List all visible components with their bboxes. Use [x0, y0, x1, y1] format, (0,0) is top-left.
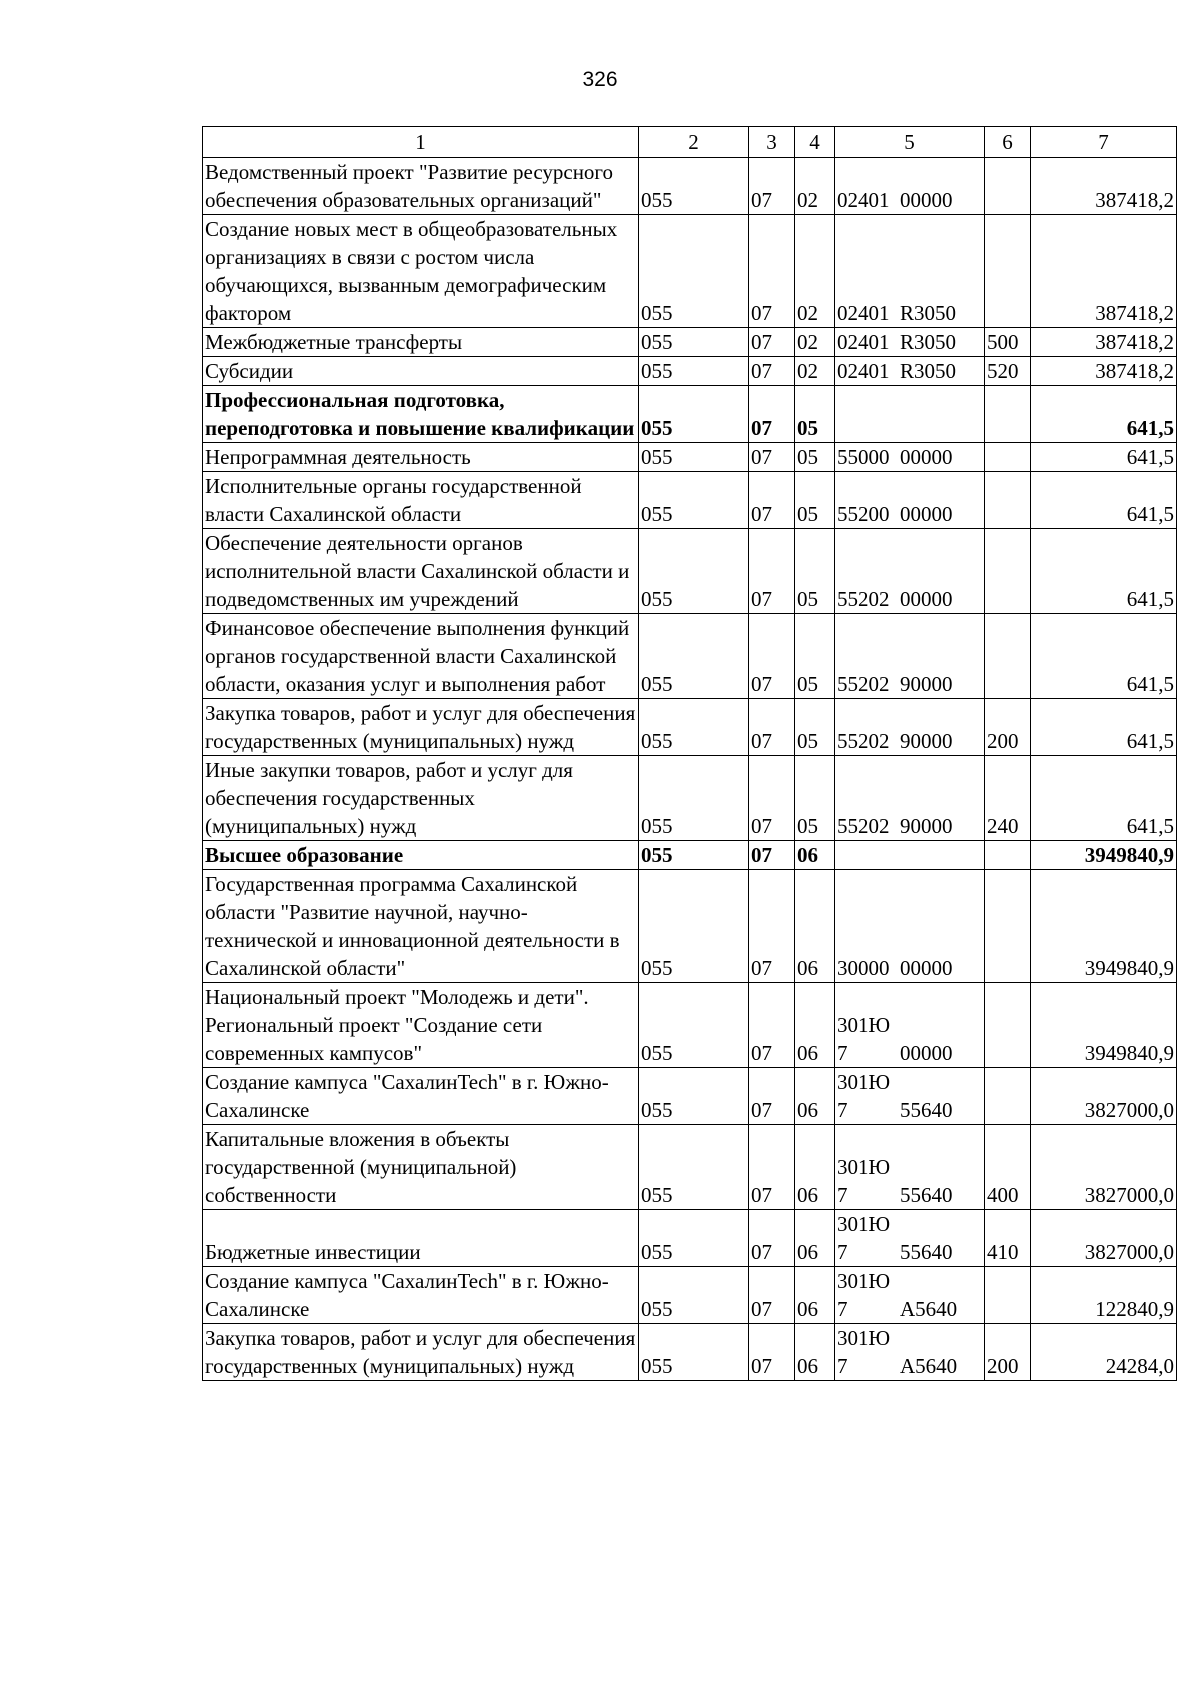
table-row [203, 1210, 1177, 1267]
row-expense-type-cell [985, 158, 1031, 215]
row-section-cell: 07 [749, 870, 795, 983]
row-amount-cell: 387418,2 [1031, 215, 1177, 328]
row-grbs-cell: 055 [639, 1210, 749, 1267]
row-target-article-cell: 02401 00000 [835, 158, 985, 215]
row-name-cell: Ведомственный проект "Развитие ресурсного обеспечения образовательных организаций" [203, 158, 639, 215]
row-expense-type-cell: 410 [985, 1210, 1031, 1267]
row-expense-type-cell: 520 [985, 357, 1031, 386]
row-expense-type-cell: 200 [985, 699, 1031, 756]
row-section-cell: 07 [749, 614, 795, 699]
row-expense-type-cell [985, 1267, 1031, 1324]
row-name-cell: Обеспечение деятельности органов исполнительной власти Сахалинской области и подведомственных им учреждений [203, 529, 639, 614]
row-grbs-cell: 055 [639, 1324, 749, 1381]
row-target-article-cell: 30000 00000 [835, 870, 985, 983]
table-row [203, 983, 1177, 1068]
row-grbs-cell: 055 [639, 699, 749, 756]
row-grbs-cell: 055 [639, 357, 749, 386]
row-name-cell: Создание кампуса "СахалинTech" в г. Южно-Сахалинске [203, 1267, 639, 1324]
row-expense-type-cell [985, 386, 1031, 443]
row-subsection-cell: 06 [795, 841, 835, 870]
table-row [203, 443, 1177, 472]
row-amount-cell: 3827000,0 [1031, 1068, 1177, 1125]
row-grbs-cell: 055 [639, 472, 749, 529]
row-subsection-cell: 05 [795, 699, 835, 756]
row-expense-type-cell: 200 [985, 1324, 1031, 1381]
row-subsection-cell: 05 [795, 756, 835, 841]
row-amount-cell: 387418,2 [1031, 357, 1177, 386]
row-name-cell: Исполнительные органы государственной власти Сахалинской области [203, 472, 639, 529]
row-expense-type-cell [985, 215, 1031, 328]
row-expense-type-cell [985, 529, 1031, 614]
table-row [203, 158, 1177, 215]
row-target-article-cell: 02401 R3050 [835, 215, 985, 328]
row-subsection-cell: 05 [795, 386, 835, 443]
row-section-cell: 07 [749, 529, 795, 614]
row-expense-type-cell [985, 841, 1031, 870]
row-subsection-cell: 02 [795, 158, 835, 215]
row-section-cell: 07 [749, 983, 795, 1068]
row-name-cell: Субсидии [203, 357, 639, 386]
row-name-cell: Высшее образование [203, 841, 639, 870]
row-target-article-cell: 301Ю 7 55640 [835, 1068, 985, 1125]
row-target-article-cell: 55202 90000 [835, 614, 985, 699]
table-row [203, 215, 1177, 328]
row-expense-type-cell [985, 443, 1031, 472]
table-row [203, 357, 1177, 386]
row-target-article-cell [835, 386, 985, 443]
table-row [203, 841, 1177, 870]
budget-table [202, 126, 1177, 1381]
row-grbs-cell: 055 [639, 158, 749, 215]
column-header: 5 [835, 127, 985, 158]
table-row [203, 1068, 1177, 1125]
row-expense-type-cell: 240 [985, 756, 1031, 841]
row-subsection-cell: 06 [795, 1210, 835, 1267]
column-header: 2 [639, 127, 749, 158]
row-subsection-cell: 06 [795, 1125, 835, 1210]
row-name-cell: Бюджетные инвестиции [203, 1210, 639, 1267]
row-section-cell: 07 [749, 699, 795, 756]
row-grbs-cell: 055 [639, 443, 749, 472]
row-grbs-cell: 055 [639, 386, 749, 443]
row-amount-cell: 387418,2 [1031, 328, 1177, 357]
row-section-cell: 07 [749, 1068, 795, 1125]
row-expense-type-cell [985, 983, 1031, 1068]
table-row [203, 756, 1177, 841]
row-target-article-cell: 55202 90000 [835, 699, 985, 756]
row-expense-type-cell: 500 [985, 328, 1031, 357]
row-amount-cell: 3827000,0 [1031, 1125, 1177, 1210]
row-target-article-cell: 55202 00000 [835, 529, 985, 614]
row-section-cell: 07 [749, 386, 795, 443]
row-amount-cell: 641,5 [1031, 386, 1177, 443]
row-subsection-cell: 02 [795, 357, 835, 386]
row-name-cell: Национальный проект "Молодежь и дети". Региональный проект "Создание сети современных кампусов" [203, 983, 639, 1068]
row-name-cell: Государственная программа Сахалинской области "Развитие научной, научно-технической и инновационной деятельности в Сахалинской области" [203, 870, 639, 983]
row-target-article-cell: 301Ю 7 A5640 [835, 1324, 985, 1381]
row-target-article-cell: 55202 90000 [835, 756, 985, 841]
table-row [203, 614, 1177, 699]
row-name-cell: Профессиональная подготовка, переподготовка и повышение квалификации [203, 386, 639, 443]
row-section-cell: 07 [749, 443, 795, 472]
row-amount-cell: 3827000,0 [1031, 1210, 1177, 1267]
row-grbs-cell: 055 [639, 1267, 749, 1324]
row-amount-cell: 641,5 [1031, 699, 1177, 756]
row-subsection-cell: 02 [795, 328, 835, 357]
row-grbs-cell: 055 [639, 841, 749, 870]
row-section-cell: 07 [749, 357, 795, 386]
header-row [203, 127, 1177, 158]
row-subsection-cell: 05 [795, 614, 835, 699]
row-subsection-cell: 05 [795, 472, 835, 529]
row-subsection-cell: 06 [795, 983, 835, 1068]
column-header: 6 [985, 127, 1031, 158]
row-expense-type-cell [985, 472, 1031, 529]
column-header: 7 [1031, 127, 1177, 158]
row-amount-cell: 641,5 [1031, 756, 1177, 841]
row-amount-cell: 122840,9 [1031, 1267, 1177, 1324]
table-row [203, 1324, 1177, 1381]
row-amount-cell: 641,5 [1031, 472, 1177, 529]
row-amount-cell: 3949840,9 [1031, 870, 1177, 983]
row-section-cell: 07 [749, 756, 795, 841]
row-grbs-cell: 055 [639, 614, 749, 699]
row-subsection-cell: 06 [795, 870, 835, 983]
row-target-article-cell: 301Ю 7 55640 [835, 1125, 985, 1210]
row-section-cell: 07 [749, 1324, 795, 1381]
page-number: 326 [582, 68, 618, 91]
row-name-cell: Финансовое обеспечение выполнения функций органов государственной власти Сахалинской области, оказания услуг и выполнения работ [203, 614, 639, 699]
row-name-cell: Создание новых мест в общеобразовательных организациях в связи с ростом числа обучающихся, вызванным демографическим фактором [203, 215, 639, 328]
row-name-cell: Непрограммная деятельность [203, 443, 639, 472]
row-expense-type-cell [985, 614, 1031, 699]
row-amount-cell: 641,5 [1031, 529, 1177, 614]
table-row [203, 529, 1177, 614]
table-row [203, 1267, 1177, 1324]
row-grbs-cell: 055 [639, 529, 749, 614]
column-header: 3 [749, 127, 795, 158]
row-section-cell: 07 [749, 1125, 795, 1210]
row-section-cell: 07 [749, 472, 795, 529]
row-section-cell: 07 [749, 1267, 795, 1324]
row-grbs-cell: 055 [639, 1068, 749, 1125]
row-grbs-cell: 055 [639, 1125, 749, 1210]
column-header: 1 [203, 127, 639, 158]
row-target-article-cell: 301Ю 7 A5640 [835, 1267, 985, 1324]
row-subsection-cell: 05 [795, 529, 835, 614]
column-header: 4 [795, 127, 835, 158]
row-amount-cell: 641,5 [1031, 443, 1177, 472]
row-subsection-cell: 06 [795, 1068, 835, 1125]
row-section-cell: 07 [749, 328, 795, 357]
row-target-article-cell [835, 841, 985, 870]
row-name-cell: Капитальные вложения в объекты государственной (муниципальной) собственности [203, 1125, 639, 1210]
row-name-cell: Создание кампуса "СахалинTech" в г. Южно-Сахалинске [203, 1068, 639, 1125]
table-row [203, 472, 1177, 529]
row-amount-cell: 387418,2 [1031, 158, 1177, 215]
table-row [203, 328, 1177, 357]
table-row [203, 386, 1177, 443]
row-section-cell: 07 [749, 1210, 795, 1267]
row-target-article-cell: 55200 00000 [835, 472, 985, 529]
row-subsection-cell: 02 [795, 215, 835, 328]
row-amount-cell: 3949840,9 [1031, 841, 1177, 870]
table-row [203, 1125, 1177, 1210]
row-grbs-cell: 055 [639, 215, 749, 328]
row-grbs-cell: 055 [639, 756, 749, 841]
row-grbs-cell: 055 [639, 870, 749, 983]
row-grbs-cell: 055 [639, 983, 749, 1068]
row-target-article-cell: 02401 R3050 [835, 357, 985, 386]
row-target-article-cell: 301Ю 7 55640 [835, 1210, 985, 1267]
row-target-article-cell: 02401 R3050 [835, 328, 985, 357]
row-section-cell: 07 [749, 158, 795, 215]
row-subsection-cell: 06 [795, 1267, 835, 1324]
row-subsection-cell: 05 [795, 443, 835, 472]
row-expense-type-cell [985, 870, 1031, 983]
row-expense-type-cell: 400 [985, 1125, 1031, 1210]
row-amount-cell: 24284,0 [1031, 1324, 1177, 1381]
row-name-cell: Закупка товаров, работ и услуг для обеспечения государственных (муниципальных) нужд [203, 699, 639, 756]
row-section-cell: 07 [749, 215, 795, 328]
row-target-article-cell: 301Ю 7 00000 [835, 983, 985, 1068]
row-name-cell: Межбюджетные трансферты [203, 328, 639, 357]
row-name-cell: Закупка товаров, работ и услуг для обеспечения государственных (муниципальных) нужд [203, 1324, 639, 1381]
row-section-cell: 07 [749, 841, 795, 870]
row-grbs-cell: 055 [639, 328, 749, 357]
row-amount-cell: 641,5 [1031, 614, 1177, 699]
row-amount-cell: 3949840,9 [1031, 983, 1177, 1068]
row-expense-type-cell [985, 1068, 1031, 1125]
table-row [203, 699, 1177, 756]
table-row [203, 870, 1177, 983]
row-name-cell: Иные закупки товаров, работ и услуг для обеспечения государственных (муниципальных) нужд [203, 756, 639, 841]
row-subsection-cell: 06 [795, 1324, 835, 1381]
row-target-article-cell: 55000 00000 [835, 443, 985, 472]
